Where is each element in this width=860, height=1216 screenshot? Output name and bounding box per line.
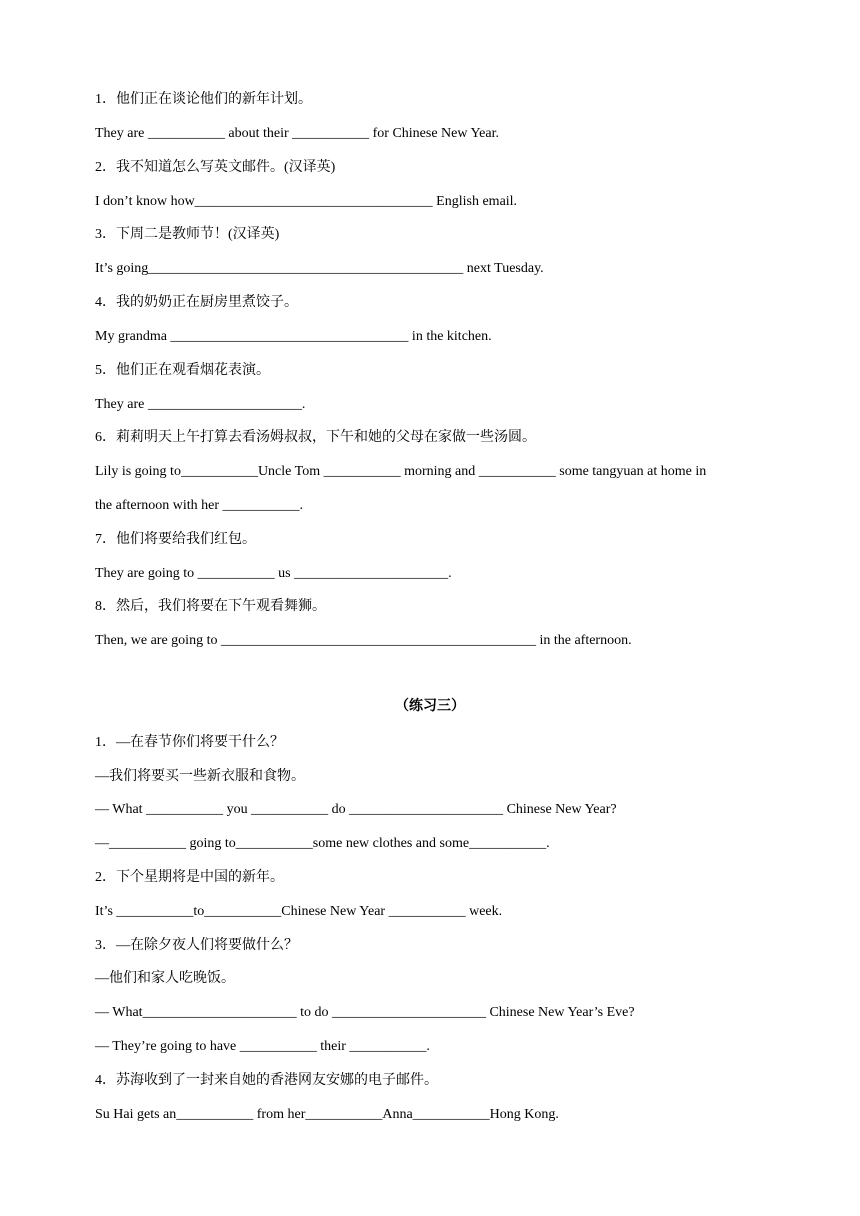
question-4-answer: My grandma __________________________________ in the kitchen. xyxy=(95,329,492,344)
exercise-2-prompt: 2．下个星期将是中国的新年。 xyxy=(95,870,284,885)
question-6-answer-line-1: Lily is going to___________Uncle Tom ___________ morning and ___________ some tangyuan at home in xyxy=(95,464,707,479)
question-2-prompt: 2．我不知道怎么写英文邮件。(汉译英) xyxy=(95,160,336,175)
question-4-prompt: 4．我的奶奶正在厨房里煮饺子。 xyxy=(95,295,298,310)
exercise-3-prompt-question: 3．—在除夕夜人们将要做什么？ xyxy=(95,938,298,953)
exercise-3-prompt-reply: —他们和家人吃晚饭。 xyxy=(95,971,235,986)
question-6-prompt: 6．莉莉明天上午打算去看汤姆叔叔，下午和她的父母在家做一些汤圆。 xyxy=(95,430,536,445)
exercise-1-answer-reply: —___________ going to___________some new clothes and some___________. xyxy=(95,836,550,851)
exercise-1-prompt-reply: —我们将要买一些新衣服和食物。 xyxy=(95,769,305,784)
exercise-3-answer-reply: — They’re going to have ___________ their ___________. xyxy=(95,1039,430,1054)
question-6-answer-line-2: the afternoon with her ___________. xyxy=(95,498,304,513)
question-3-answer: It’s going_____________________________________________ next Tuesday. xyxy=(95,261,544,276)
exercise-1-prompt-question: 1．—在春节你们将要干什么？ xyxy=(95,735,284,750)
question-1-prompt: 1．他们正在谈论他们的新年计划。 xyxy=(95,92,312,107)
exercise-1-answer-question: — What ___________ you ___________ do ______________________ Chinese New Year? xyxy=(95,802,617,817)
question-5-prompt: 5．他们正在观看烟花表演。 xyxy=(95,363,270,378)
question-7-prompt: 7．他们将要给我们红包。 xyxy=(95,532,256,547)
question-2-answer: I don’t know how__________________________________ English email. xyxy=(95,194,518,209)
exercise-4-answer: Su Hai gets an___________ from her___________Anna___________Hong Kong. xyxy=(95,1107,559,1122)
question-8-answer: Then, we are going to _____________________________________________ in the afternoon. xyxy=(95,633,632,648)
exercise-2-answer: It’s ___________to___________Chinese New Year ___________ week. xyxy=(95,904,503,919)
question-1-answer: They are ___________ about their ___________ for Chinese New Year. xyxy=(95,126,499,141)
section-title: （练习三） xyxy=(395,699,465,714)
question-5-answer: They are ______________________. xyxy=(95,397,306,412)
question-8-prompt: 8．然后，我们将要在下午观看舞狮。 xyxy=(95,599,326,614)
question-7-answer: They are going to ___________ us ______________________. xyxy=(95,566,452,581)
question-3-prompt: 3．下周二是教师节！(汉译英) xyxy=(95,227,280,242)
exercise-4-prompt: 4．苏海收到了一封来自她的香港网友安娜的电子邮件。 xyxy=(95,1073,438,1088)
exercise-3-answer-question: — What______________________ to do ______________________ Chinese New Year’s Eve? xyxy=(95,1005,635,1020)
